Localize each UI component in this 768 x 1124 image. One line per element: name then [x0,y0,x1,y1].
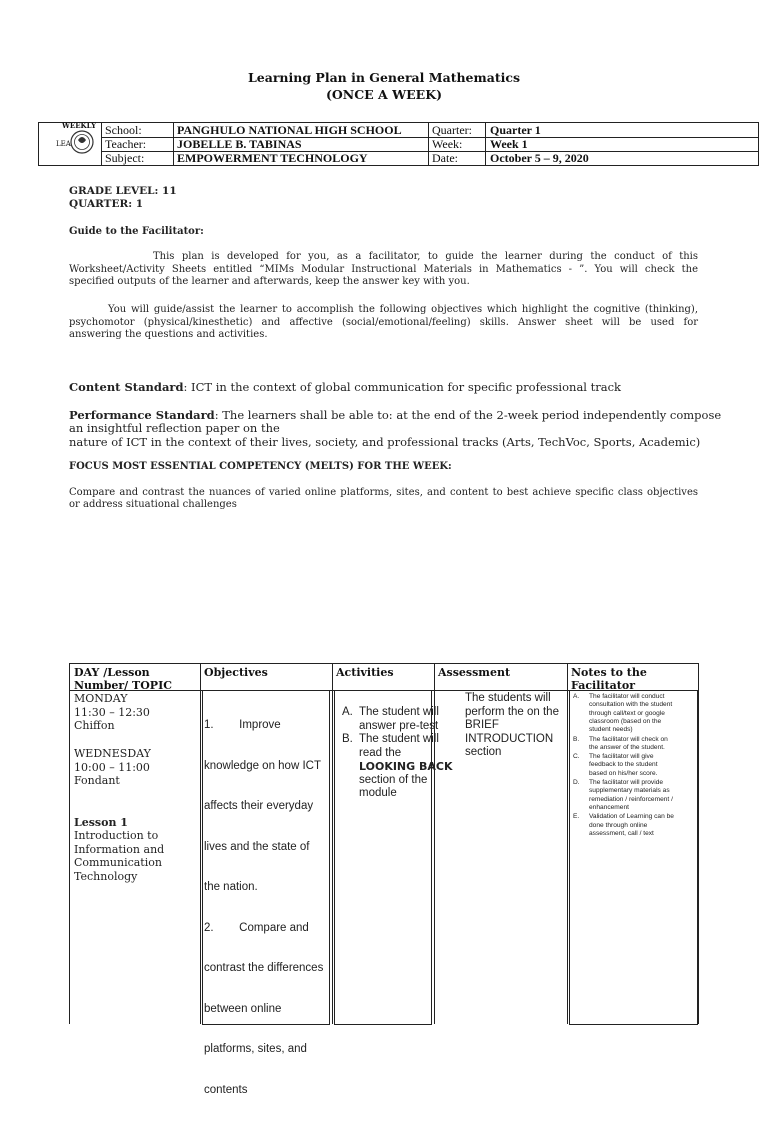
note-marker: D. [573,779,580,786]
performance-standard [69,408,721,422]
day-line: MONDAY [74,692,128,705]
week-label: Week: [432,137,463,151]
teacher-label: Teacher: [105,137,147,151]
note-line: The facilitator will check on [589,735,668,743]
objectives-line: 1. Improve [204,719,281,731]
document-title: Learning Plan in General Mathematics [247,70,521,85]
lesson-topic-line: Technology [74,870,138,884]
note-marker: B. [573,735,580,743]
note-line: The facilitator will conduct [589,693,665,700]
logo-text-top: WEEKLY [62,121,97,130]
content-standard-text: : ICT in the context of global communication for specific professional track [183,380,622,394]
guide-paragraph-2-line-2: psychomotor (physical/kinesthetic) and affective (social/emotional/feeling) skills. Answer sheet will be used for [69,317,698,328]
activity-a-line: answer pre-test [359,719,439,732]
lesson-topic-line: Information and [74,842,165,856]
objectives-line: between online [204,1002,282,1015]
performance-standard-line-2: an insightful reflection paper on the [69,421,280,435]
header-activities: Activities [336,666,394,679]
activity-b-bold: LOOKING BACK [359,760,453,773]
activity-a-line: The student will [359,706,439,718]
day-line-spacer [74,788,151,802]
activity-b-line: The student will [359,733,439,745]
activity-b-line: module [359,787,397,799]
note-line: classroom (based on the [589,717,662,725]
activity-a-text [359,706,439,733]
note-line: assessment, call / text [589,829,654,837]
guide-paragraph-1-line-2: Worksheet/Activity Sheets entitled “MIMs Modular Instructional Materials in Mathematics - ”. You will check the [69,264,698,275]
note-marker: C. [573,753,580,761]
header-assessment: Assessment [438,666,511,679]
header-notes-line-1: Notes to the [571,666,647,679]
melts-heading: FOCUS MOST ESSENTIAL COMPETENCY (MELTS) FOR THE WEEK: [69,461,452,472]
note-line: The facilitator will provide [589,779,664,786]
grade-level: GRADE LEVEL: 11 [69,185,177,197]
note-line: consultation with the student [589,701,673,709]
note-marker: E. [573,813,580,821]
date-value: October 5 – 9, 2020 [490,151,589,165]
performance-standard-line-3: nature of ICT in the context of their lives, society, and professional tracks (Arts, TechVoc, Sports, Academic) [69,435,701,449]
objectives-text [204,692,323,1124]
note-marker: A. [573,693,580,700]
assessment-line: section [465,746,502,758]
content-standard [69,380,621,394]
content-standard-label: Content Standard [69,380,184,394]
lesson-plan-table [69,663,699,1096]
melts-line-1: Compare and contrast the nuances of varied online platforms, sites, and content to best achieve specific class objectives [69,487,698,498]
day-schedule [74,692,151,802]
quarter-label: Quarter: [432,123,472,137]
note-line: the answer of the student. [589,743,665,751]
subject-label: Subject: [105,151,145,165]
note-line: based on his/her score. [589,769,658,777]
note-line: done through online [589,821,648,829]
assessment-line: BRIEF [465,719,499,731]
assessment-line: perform the on the [465,705,559,718]
note-line: Validation of Learning can be [589,813,674,821]
note-line: through call/text or google [589,709,665,717]
lesson-topic-line: Introduction to [74,829,159,842]
day-line: 10:00 – 11:00 [74,760,150,774]
subject-value: EMPOWERMENT TECHNOLOGY [177,151,368,165]
guide-paragraph-2-line-3: answering the questions and activities. [69,329,268,340]
week-value: Week 1 [490,137,528,151]
guide-paragraph-1-line-3: specified outputs of the learner and afterwards, keep the answer key with you. [69,276,470,287]
note-line: remediation / reinforcement / [589,795,673,803]
assessment-line: The students will [465,692,551,704]
day-line: 11:30 – 12:30 [74,705,150,719]
header-info-table [38,122,759,166]
objectives-line: knowledge on how ICT [204,759,321,772]
note-line: supplementary materials as [589,787,670,795]
activity-b-text [359,733,453,801]
lesson-topic [74,829,164,884]
note-line: feedback to the student [589,761,658,769]
lesson-topic-line: Communication [74,856,162,870]
header-day-line-2: Number/ TOPIC [74,679,172,692]
lesson-label: Lesson 1 [74,816,128,829]
school-value: PANGHULO NATIONAL HIGH SCHOOL [177,123,402,137]
performance-standard-label: Performance Standard [69,408,215,422]
logo-text-left: LEA [56,140,71,148]
header-objectives: Objectives [204,666,268,679]
objectives-line: platforms, sites, and [204,1043,307,1055]
note-line: enhancement [589,803,629,811]
day-line: WEDNESDAY [74,746,151,760]
melts-line-2: or address situational challenges [69,499,237,510]
guide-paragraph-2-line-1: You will guide/assist the learner to accomplish the following objectives which highlight the cognitive (thinking), [108,304,698,315]
guide-paragraph-1-line-1: This plan is developed for you, as a facilitator, to guide the learner during the conduct of this [153,251,698,262]
activity-b-marker: B. [342,733,353,745]
objectives-line: the nation. [204,881,258,893]
activity-b-line: read the [359,746,402,759]
note-line: The facilitator will give [589,753,654,761]
objectives-line: contents [204,1083,248,1096]
activity-b-line: section of the [359,773,428,786]
objectives-line: affects their everyday [204,800,314,812]
date-label: Date: [432,151,458,165]
objectives-line: contrast the differences [204,962,324,974]
document-subtitle: (ONCE A WEEK) [326,87,442,102]
day-line-spacer [74,733,151,747]
quarter-value: Quarter 1 [490,123,541,137]
note-line: student needs) [589,726,633,734]
assessment-line: INTRODUCTION [465,732,554,745]
teacher-value: JOBELLE B. TABINAS [177,137,302,151]
activity-a-marker: A. [342,706,353,718]
header-notes-line-2: Facilitator [571,679,635,692]
day-line: Fondant [74,774,120,788]
day-line: Chiffon [74,719,115,733]
deped-seal-logo [40,120,102,166]
objectives-line: 2. Compare and [204,921,309,934]
school-label: School: [105,123,142,137]
quarter-line: QUARTER: 1 [69,198,144,210]
guide-heading: Guide to the Facilitator: [69,226,204,237]
performance-standard-line-1: : The learners shall be able to: at the end of the 2-week period independently compose [214,408,722,422]
header-day-line-1: DAY /Lesson [74,666,150,679]
objectives-line: lives and the state of [204,840,310,853]
assessment-text [465,692,559,760]
